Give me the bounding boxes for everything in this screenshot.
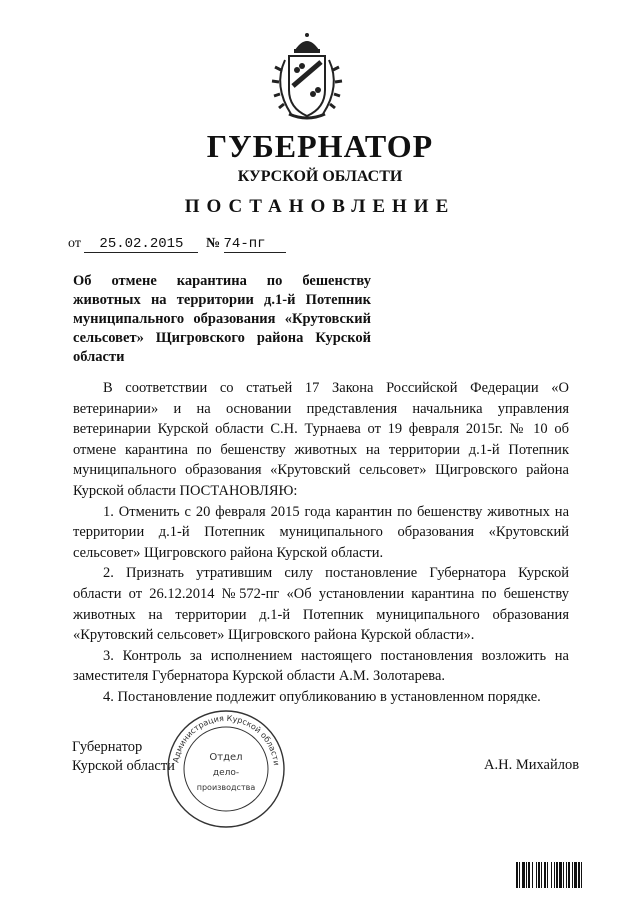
stamp-line-2: дело- bbox=[212, 768, 240, 778]
barcode-bar bbox=[563, 862, 564, 888]
signatory-name: А.Н. Михайлов bbox=[484, 757, 580, 773]
date-number-line bbox=[68, 236, 286, 253]
body-item-1: 1. Отменить с 20 февраля 2015 года карантин по бешенству животных на территории д.1-й Потепник муниципального образования «Крутовский сельсовет» Щигровского района Курской области. bbox=[73, 503, 569, 561]
barcode-bar bbox=[532, 862, 533, 888]
barcode-bar bbox=[547, 862, 548, 888]
barcode-bar bbox=[581, 862, 582, 888]
document-title: ГУБЕРНАТОР bbox=[206, 128, 434, 164]
barcode-bar bbox=[559, 862, 562, 888]
body-preamble: В соответствии со статьей 17 Закона Российской Федерации «О ветеринарии» и на основании представления начальника управления ветеринарии Курской области С.Н. Турнаева от 19 февраля 2015г. № 10 об отмене карантина по бешенству животных на территории д.1-й Потепник муниципального образования «Крутовский сельсовет» Щигровского района Курской области ПОСТАНОВЛЯЮ: bbox=[73, 380, 569, 499]
barcode-bar bbox=[519, 862, 520, 888]
barcode-bar bbox=[528, 862, 530, 888]
document-subject: Об отмене карантина по бешенству животных на территории д.1-й Потепник муниципального образования «Крутовский сельсовет» Щигровского района Курской области bbox=[73, 273, 371, 365]
stamp-line-3: производства bbox=[196, 783, 256, 792]
document-type: ПОСТАНОВЛЕНИЕ bbox=[184, 196, 456, 217]
barcode-icon bbox=[516, 862, 618, 888]
barcode-bar bbox=[526, 862, 527, 888]
barcode-bar bbox=[536, 862, 537, 888]
date-prefix: от bbox=[68, 236, 81, 251]
stamp-ring-text: Администрация Курской области bbox=[171, 713, 281, 767]
barcode-bar bbox=[541, 862, 542, 888]
document-region: КУРСКОЙ ОБЛАСТИ bbox=[237, 168, 403, 185]
barcode-bar bbox=[554, 862, 555, 888]
body-item-4: 4. Постановление подлежит опубликованию в установленном порядке. bbox=[103, 688, 541, 705]
signatory-position-line2: Курской области bbox=[72, 758, 175, 774]
signatory-position-line1: Губернатор bbox=[72, 739, 143, 755]
barcode-bar bbox=[568, 862, 570, 888]
coat-of-arms-icon bbox=[267, 30, 347, 122]
stamp-icon bbox=[165, 708, 287, 830]
barcode-bar bbox=[544, 862, 546, 888]
number-prefix: № bbox=[205, 236, 221, 251]
barcode-bar bbox=[566, 862, 567, 888]
barcode-bar bbox=[574, 862, 577, 888]
barcode-bar bbox=[522, 862, 525, 888]
document-number: 74-пг bbox=[224, 236, 286, 253]
document-date: 25.02.2015 bbox=[84, 236, 198, 253]
document-body bbox=[73, 378, 569, 708]
barcode-bar bbox=[556, 862, 558, 888]
body-item-2: 2. Признать утратившим силу постановление Губернатора Курской области от 26.12.2014 №572-пг «Об установлении карантина по бешенству животных на территории д.1-й Потепник муниципального образования «Крутовский сельсовет» Щигровского района Курской области». bbox=[73, 565, 569, 644]
barcode-bar bbox=[572, 862, 573, 888]
body-item-3: 3. Контроль за исполнением настоящего постановления возложить на заместителя Губернатора Курской области А.М. Золотарева. bbox=[73, 647, 569, 685]
signatory-position bbox=[72, 738, 175, 776]
barcode-bar bbox=[578, 862, 580, 888]
barcode-bar bbox=[551, 862, 552, 888]
barcode-bar bbox=[516, 862, 518, 888]
barcode-bar bbox=[538, 862, 540, 888]
stamp-line-1: Отдел bbox=[209, 752, 243, 763]
